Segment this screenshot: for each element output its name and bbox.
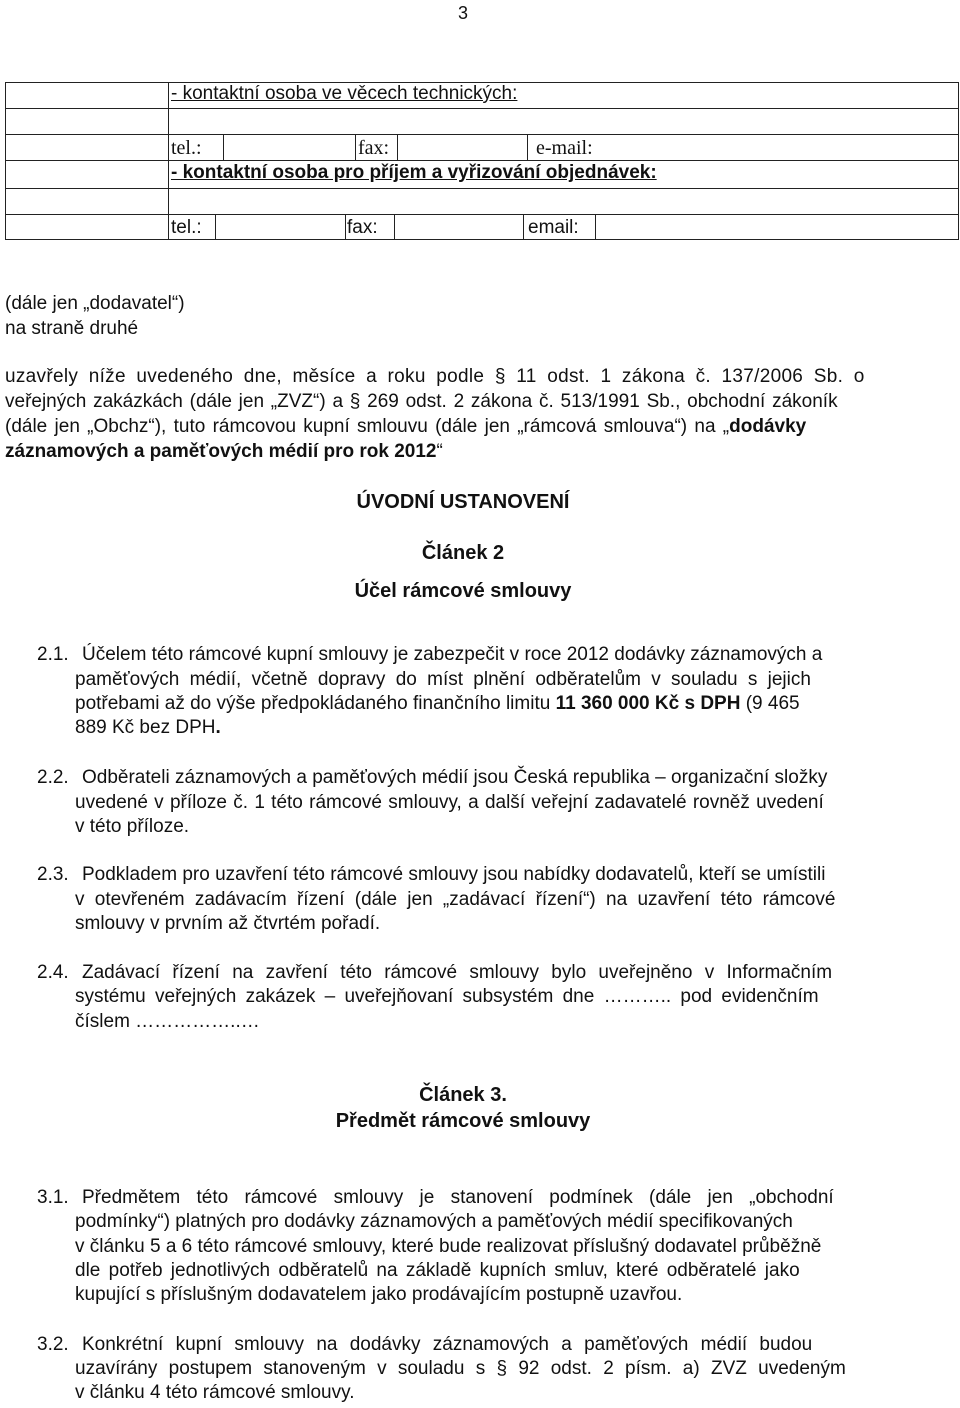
intro-line-3-text: (dále jen „Obchz“), tuto rámcovou kupní smlouvu (dále jen „rámcová smlouva“) na „ — [5, 416, 730, 437]
supplier-definition: (dále jen „dodavatel“) — [5, 293, 185, 314]
contact-table — [5, 82, 959, 240]
clause-2-3-line-3: smlouvy v prvním až čtvrtém pořadí. — [75, 913, 381, 934]
tech-tel-label: tel.: — [171, 137, 202, 159]
clause-3-1-line-4: dle potřeb jednotlivých odběratelů na základě kupních smluv, které odběratelé jako — [75, 1260, 800, 1281]
intro-line-4 — [5, 441, 443, 463]
intro-line-1: uzavřely níže uvedeného dne, měsíce a roku podle § 11 odst. 1 zákona č. 137/2006 Sb. o — [5, 366, 865, 387]
clause-3-1-line-2: podmínky“) platných pro dodávky záznamových a paměťových médií specifikovaných — [75, 1211, 793, 1232]
intro-line-3-bold: dodávky — [729, 416, 807, 437]
clause-3-2-line-3: v článku 4 této rámcové smlouvy. — [75, 1382, 355, 1403]
clause-3-1-number: 3.1. — [37, 1187, 69, 1208]
article-2-title: Článek 2 — [421, 542, 505, 564]
section-title-uvodni: ÚVODNÍ USTANOVENÍ — [356, 491, 570, 513]
clause-2-1-number: 2.1. — [37, 644, 69, 665]
article-2-subtitle: Účel rámcové smlouvy — [354, 580, 572, 602]
clause-2-1-limit: 11 360 000 Kč s DPH — [555, 693, 741, 714]
intro-line-3 — [5, 416, 806, 438]
clause-2-4-line-3: číslem ……………..… — [75, 1011, 260, 1032]
clause-2-2-line-3: v této příloze. — [75, 816, 190, 837]
clause-3-1-line-1: Předmětem této rámcové smlouvy je stanovení podmínek (dále jen „obchodní — [82, 1187, 834, 1208]
clause-2-2-number: 2.2. — [37, 767, 69, 788]
clause-2-1-line-3 — [75, 693, 800, 715]
article-3-title: Článek 3. — [419, 1084, 507, 1106]
clause-2-4-number: 2.4. — [37, 962, 69, 983]
other-party: na straně druhé — [5, 318, 139, 339]
intro-line-4-quote: “ — [436, 441, 443, 462]
tech-contact-label: - kontaktní osoba ve věcech technických: — [171, 83, 518, 104]
tech-fax-label: fax: — [358, 137, 390, 159]
clause-2-3-line-1: Podkladem pro uzavření této rámcové smlouvy jsou nabídky dodavatelů, kteří se umístili — [82, 864, 826, 885]
orders-tel-label: tel.: — [171, 217, 202, 238]
clause-2-4-line-1: Zadávací řízení na zavření této rámcové smlouvy bylo uveřejněno v Informačním — [82, 962, 833, 983]
clause-2-1-line-4b: . — [215, 717, 221, 738]
tech-email-label: e-mail: — [536, 137, 593, 159]
orders-fax-label: fax: — [347, 217, 378, 238]
orders-contact-label: - kontaktní osoba pro příjem a vyřizování objednávek: — [171, 162, 657, 183]
clause-2-3-number: 2.3. — [37, 864, 69, 885]
page-number: 3 — [458, 3, 469, 23]
clause-2-4-line-2: systému veřejných zakázek – uveřejňovaní subsystém dne ……….. pod evidenčním — [75, 986, 819, 1007]
clause-3-2-line-1: Konkrétní kupní smlouvy na dodávky záznamových a paměťových médií budou — [82, 1334, 813, 1355]
clause-3-1-line-5: kupující s příslušným dodavatelem jako prodávajícím postupně uzavřou. — [75, 1284, 683, 1305]
clause-2-2-line-1: Odběrateli záznamových a paměťových médií jsou Česká republika – organizační složky — [82, 767, 828, 788]
clause-2-1-line-4 — [75, 717, 221, 739]
clause-2-1-line-3c: (9 465 — [740, 693, 800, 714]
article-3-subtitle: Předmět rámcové smlouvy — [335, 1110, 591, 1132]
clause-3-1-line-3: v článku 5 a 6 této rámcové smlouvy, které bude realizovat příslušný dodavatel průběžně — [75, 1236, 822, 1257]
clause-2-3-line-2: v otevřeném zadávacím řízení (dále jen „zadávací řízení“) na uzavření této rámcové — [75, 889, 836, 910]
clause-2-2-line-2: uvedené v příloze č. 1 této rámcové smlouvy, a další veřejní zadavatelé rovněž uvedení — [75, 792, 824, 813]
clause-2-1-line-1: Účelem této rámcové kupní smlouvy je zabezpečit v roce 2012 dodávky záznamových a — [82, 644, 823, 665]
clause-2-1-line-4a: 889 Kč bez DPH — [75, 717, 216, 738]
contract-subject: záznamových a paměťových médií pro rok 2012 — [5, 441, 437, 462]
clause-2-1-line-3a: potřebami až do výše předpokládaného finančního limitu — [75, 693, 556, 714]
clause-2-1-line-2: paměťových médií, včetně dopravy do míst plnění odběratelům v souladu s jejich — [75, 669, 811, 690]
intro-line-2: veřejných zakázkách (dále jen „ZVZ“) a § 269 odst. 2 zákona č. 513/1991 Sb., obchodní zákoník — [5, 391, 838, 412]
orders-email-label: email: — [528, 217, 579, 238]
clause-3-2-number: 3.2. — [37, 1334, 69, 1355]
clause-3-2-line-2: uzavírány postupem stanoveným v souladu s § 92 odst. 2 písm. a) ZVZ uvedeným — [75, 1358, 846, 1379]
